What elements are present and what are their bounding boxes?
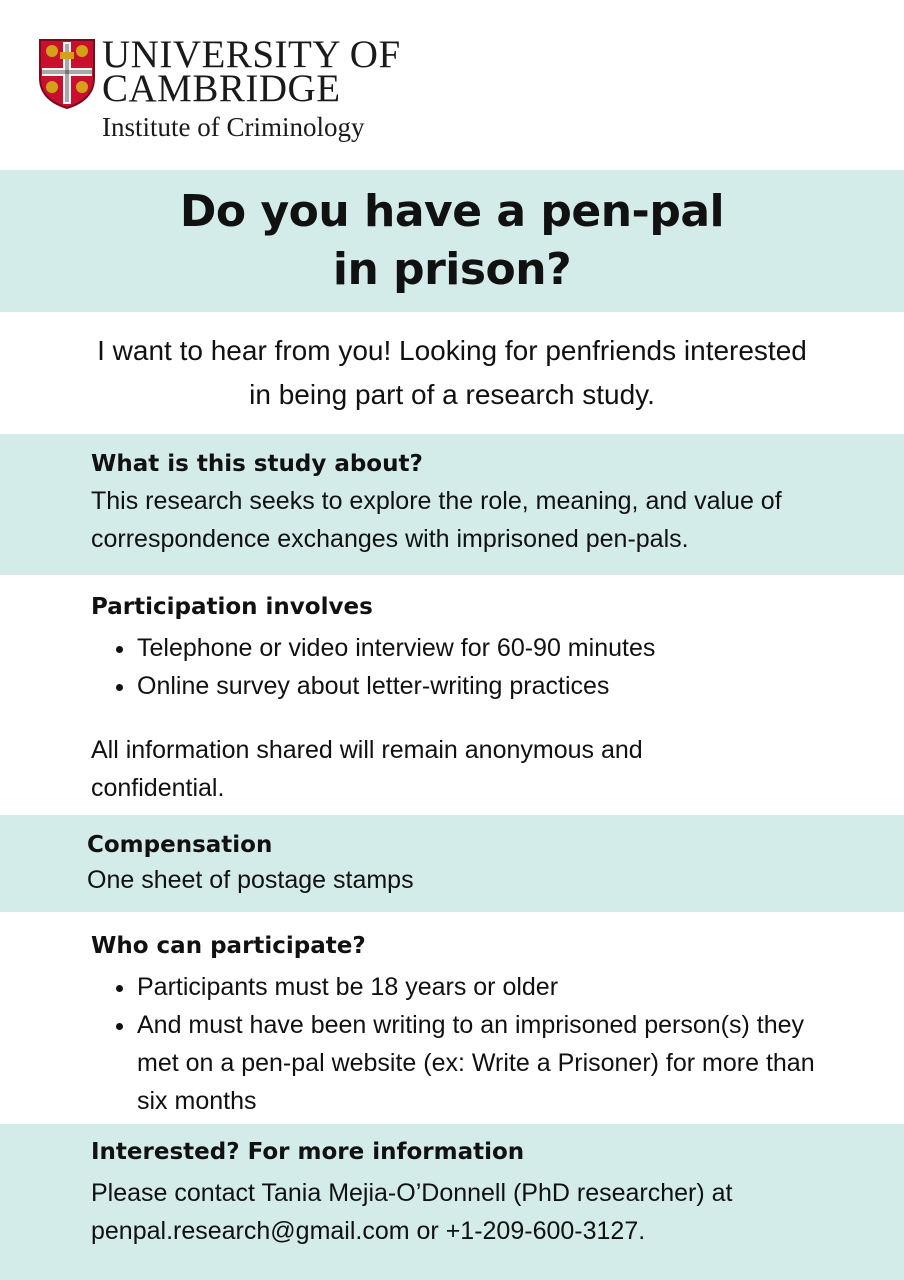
compensation-section <box>0 815 904 912</box>
compensation-body: One sheet of postage stamps <box>87 866 414 894</box>
intro-section <box>0 312 904 434</box>
participation-section <box>0 575 904 815</box>
eligibility-list <box>91 968 904 1120</box>
participation-heading: Participation involves <box>91 594 373 620</box>
confidentiality-note: All information shared will remain anonymous and confidential. <box>91 736 643 802</box>
title-line-2: in prison? <box>332 244 572 295</box>
logo-line-cambridge: CAMBRIDGE <box>102 67 341 110</box>
logo-line-institute: Institute of Criminology <box>102 112 365 142</box>
eligibility-section <box>0 912 904 1124</box>
participation-list <box>91 629 904 705</box>
list-item: • Online survey about letter-writing practices <box>137 667 904 705</box>
title-line-1: Do you have a pen-pal <box>179 186 725 237</box>
list-item: • And must have been writing to an imprisoned person(s) they met on a pen-pal website (ex: Write a Prisoner) for more than six months <box>137 1006 817 1120</box>
about-section <box>0 434 904 575</box>
title-band <box>0 170 904 312</box>
contact-section <box>0 1124 904 1280</box>
intro-text: I want to hear from you! Looking for penfriends interested in being part of a research study. <box>97 335 807 410</box>
page-title <box>180 183 724 299</box>
contact-body: Please contact Tania Mejia-O’Donnell (PhD researcher) at penpal.research@gmail.com or +1-209-600-3127. <box>91 1179 733 1245</box>
compensation-heading: Compensation <box>87 832 273 858</box>
list-item: • Telephone or video interview for 60-90 minutes <box>137 629 904 667</box>
header <box>0 0 904 170</box>
logo-line-university: UNIVERSITY OF <box>102 33 401 76</box>
university-logo <box>38 33 401 144</box>
list-item: • Participants must be 18 years or older <box>137 968 817 1006</box>
about-heading: What is this study about? <box>91 451 423 477</box>
eligibility-heading: Who can participate? <box>91 933 366 959</box>
contact-heading: Interested? For more information <box>91 1139 525 1165</box>
about-body: This research seeks to explore the role, meaning, and value of correspondence exchanges with imprisoned pen-pals. <box>91 487 782 553</box>
cambridge-crest-icon <box>38 38 96 110</box>
